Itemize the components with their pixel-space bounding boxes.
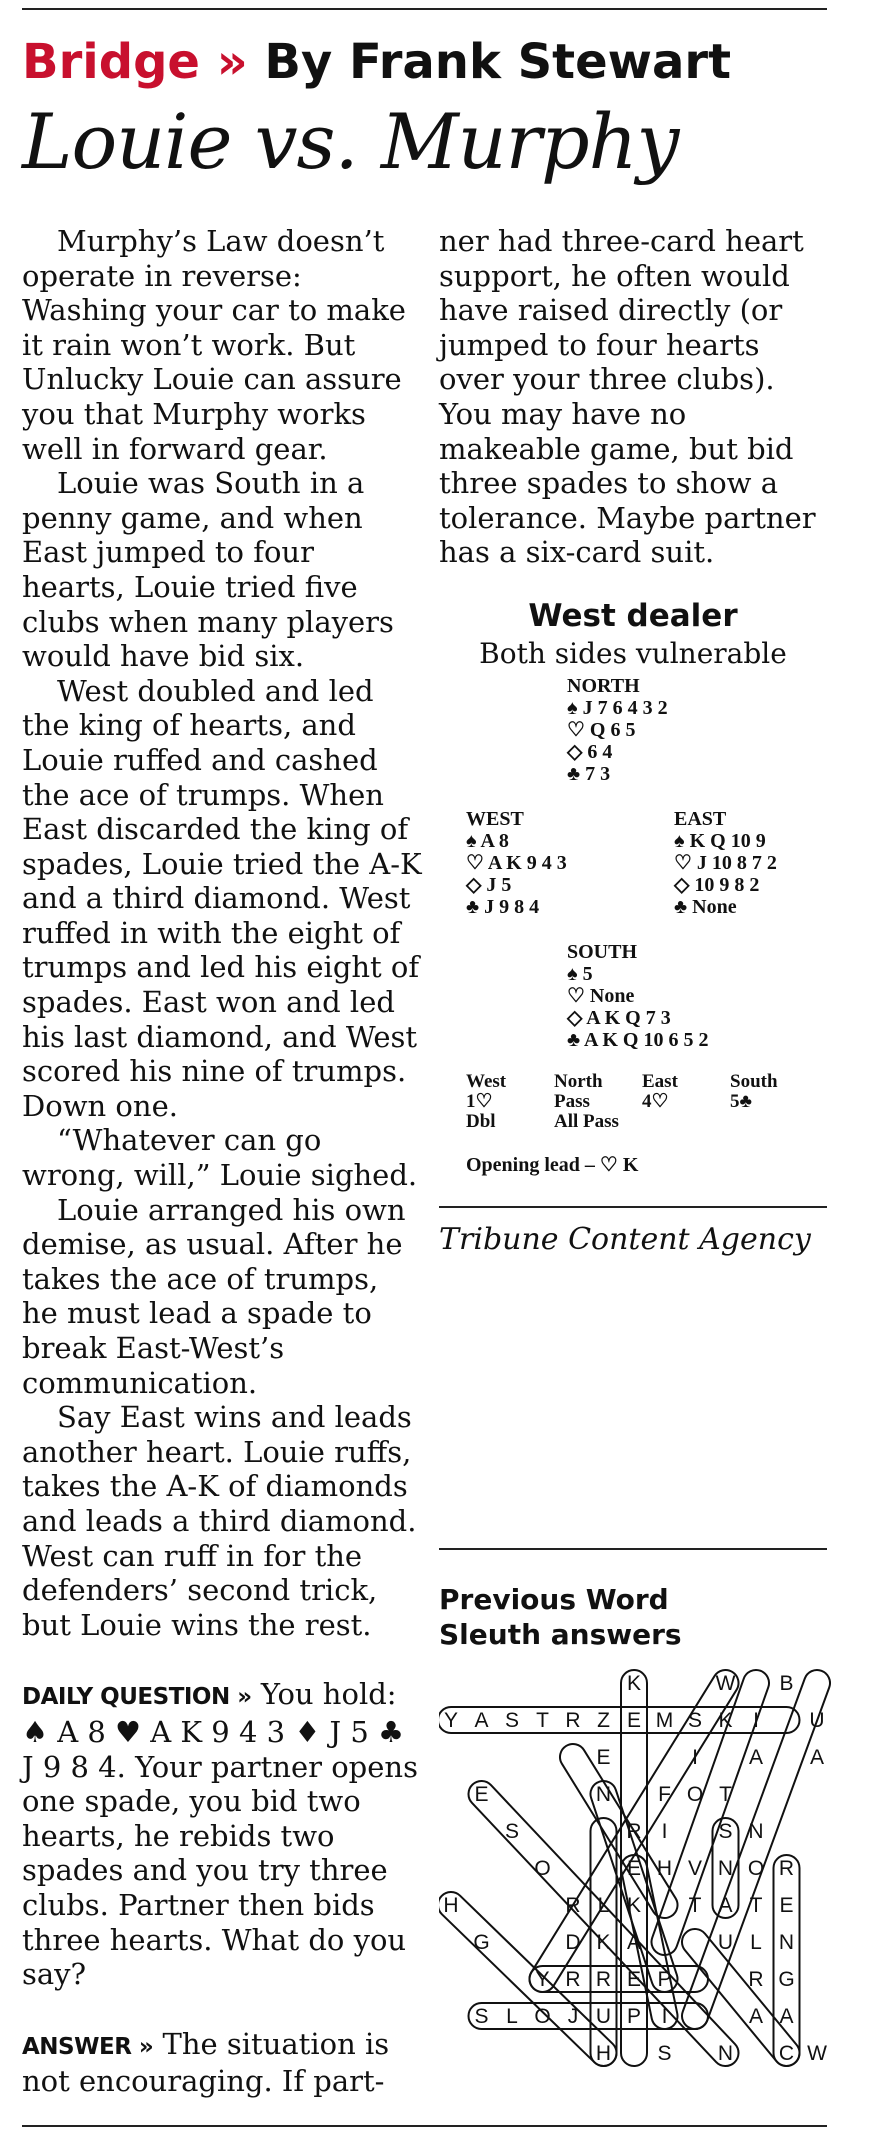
- headline: Louie vs. Murphy: [22, 97, 679, 186]
- answer-continued: ner had three-card heart support, he often would have raised directly (or jumped to four hearts over your three clubs). You may have no makeable game, but bid three spades to show a tolerance. Maybe partner has a six-card suit.: [439, 224, 816, 570]
- spades-holding: ♠ A 8: [466, 830, 509, 852]
- daily-question-label: DAILY QUESTION »: [22, 1684, 252, 1711]
- clubs-holding: ♣ None: [674, 896, 737, 918]
- grid-letter: G: [473, 1931, 490, 1954]
- grid-letter: M: [655, 1709, 674, 1732]
- grid-letter: R: [748, 1968, 764, 1991]
- grid-letter: Z: [597, 1709, 610, 1732]
- word-sleuth-title-line: Sleuth answers: [439, 1618, 682, 1651]
- auction-bid: All Pass: [554, 1111, 619, 1132]
- kicker: [22, 30, 827, 94]
- seat-name: EAST: [674, 808, 727, 830]
- diamonds-holding: ◇ A K Q 7 3: [567, 1007, 671, 1029]
- grid-letter: P: [657, 1968, 672, 1991]
- grid-letter: T: [536, 1709, 549, 1732]
- grid-letter: L: [597, 1894, 610, 1917]
- hearts-holding: ♡ None: [567, 985, 635, 1007]
- grid-letter: E: [779, 1894, 794, 1917]
- paragraph: Louie was South in a penny game, and when East jumped to four hearts, Louie tried five clubs when many players would have bid six.: [22, 466, 394, 674]
- grid-letter: E: [626, 1709, 642, 1732]
- answer-loop: [439, 1707, 800, 1733]
- grid-letter: V: [687, 1857, 703, 1880]
- grid-letter: K: [718, 1709, 733, 1732]
- diamonds-holding: ◇ 6 4: [567, 741, 613, 763]
- grid-letter: F: [658, 1783, 671, 1806]
- grid-letter: T: [688, 1894, 702, 1917]
- grid-letter: P: [626, 2005, 642, 2028]
- grid-letter: I: [661, 2005, 668, 2028]
- spades-holding: ♠ K Q 10 9: [674, 830, 766, 852]
- opening-lead: Opening lead – ♡ K: [466, 1154, 639, 1176]
- auction-bid: Pass: [554, 1091, 590, 1112]
- grid-letter: A: [718, 1894, 733, 1917]
- paragraph: “Whatever can go wrong, will,” Louie sighed.: [22, 1123, 418, 1193]
- grid-letter: T: [749, 1894, 763, 1917]
- grid-letter: O: [534, 1857, 551, 1880]
- paragraph: West doubled and led the king of hearts, and Louie ruffed and cashed the ace of trumps. When East discarded the king of spades, Louie tried the A-K and a third diamond. West ruffed in with the eight of trumps and led his eight of spades. East won and led his last diamond, and West scored his nine of trumps. Down one.: [22, 673, 422, 1123]
- grid-letter: A: [748, 2005, 764, 2028]
- grid-letter: S: [687, 1709, 703, 1732]
- grid-letter: L: [506, 2005, 518, 2028]
- paragraph: Murphy’s Law doesn’t operate in reverse: Washing your car to make it rain won’t work. But Unlucky Louie can assure you that Murphy works well in forward gear.: [22, 224, 406, 466]
- grid-letter: I: [661, 1820, 668, 1843]
- auction-bid: [642, 1112, 730, 1132]
- grid-letter: R: [565, 1968, 581, 1991]
- answer-text: The situation is not encouraging. If part-: [22, 2026, 390, 2099]
- grid-letter: S: [504, 1709, 520, 1732]
- grid-letter: R: [626, 1820, 642, 1843]
- south-hand: [567, 941, 708, 1051]
- section-label[interactable]: Bridge »: [22, 34, 248, 90]
- hearts-holding: ♡ A K 9 4 3: [466, 852, 567, 874]
- grid-letter: N: [717, 1857, 734, 1880]
- auction-header: South: [730, 1071, 778, 1092]
- clubs-holding: ♣ A K Q 10 6 5 2: [567, 1029, 709, 1051]
- grid-letter: S: [718, 1820, 733, 1843]
- daily-question: [22, 1677, 422, 1991]
- left-column: [22, 224, 422, 2099]
- grid-letter: E: [626, 1968, 642, 1991]
- grid-letter: N: [717, 2042, 734, 2065]
- grid-letter: A: [474, 1709, 489, 1732]
- grid-letter: E: [596, 1746, 611, 1769]
- grid-letter: U: [717, 1931, 734, 1954]
- diamonds-holding: ◇ J 5: [466, 874, 512, 896]
- grid-letter: H: [443, 1894, 459, 1917]
- clubs-holding: ♣ J 9 8 4: [466, 896, 540, 918]
- auction-header: East: [642, 1071, 678, 1092]
- spades-holding: ♠ J 7 6 4 3 2: [567, 697, 668, 719]
- grid-letter: S: [657, 2042, 672, 2065]
- credit-top-rule: [439, 1206, 827, 1208]
- grid-letter: B: [779, 1672, 794, 1695]
- grid-letter: U: [809, 1709, 825, 1732]
- grid-letter: A: [748, 1746, 764, 1769]
- grid-letter: E: [474, 1783, 489, 1806]
- grid-letter: O: [747, 1857, 765, 1880]
- auction-bid: Dbl: [466, 1111, 496, 1132]
- north-hand: [567, 675, 668, 785]
- deal-subtitle: Both sides vulnerable: [479, 636, 787, 670]
- auction-bid: 5♣: [730, 1091, 752, 1112]
- auction-table: [466, 1072, 818, 1132]
- right-column: [439, 224, 827, 672]
- grid-letter: A: [626, 1931, 642, 1954]
- auction-bid: [730, 1112, 818, 1132]
- top-rule: [22, 8, 827, 10]
- grid-letter: R: [565, 1709, 581, 1732]
- credit-bottom-rule: [439, 1548, 827, 1550]
- grid-letter: Y: [443, 1709, 459, 1732]
- grid-letter: R: [595, 1968, 612, 1991]
- spades-holding: ♠ 5: [567, 963, 593, 985]
- grid-letter: O: [534, 2005, 551, 2028]
- hearts-holding: ♡ J 10 8 7 2: [674, 852, 777, 874]
- answer: [22, 2027, 422, 2099]
- bottom-rule: [22, 2125, 827, 2127]
- auction-bid: 4♡: [642, 1091, 669, 1112]
- daily-question-text: You hold: ♠ A 8 ♥ A K 9 4 3 ♦ J 5 ♣ J 9 8 4. Your partner opens one spade, you bid two hearts, he rebids two spades and you try three clubs. Partner then bids three hearts. What do you say?: [22, 1677, 418, 1992]
- grid-letter: L: [750, 1931, 762, 1954]
- grid-letter: G: [778, 1968, 795, 1991]
- grid-letter: J: [567, 2005, 579, 2028]
- grid-letter: Y: [535, 1968, 550, 1991]
- byline: By Frank Stewart: [264, 34, 732, 90]
- hearts-holding: ♡ Q 6 5: [567, 719, 636, 741]
- word-sleuth-title: [439, 1582, 682, 1652]
- grid-letter: D: [565, 1931, 581, 1954]
- answer-loop: [774, 1855, 800, 2066]
- paragraph: Louie arranged his own demise, as usual. After he takes the ace of trumps, he must lead a spade to break East-West’s communication.: [22, 1192, 406, 1400]
- grid-letter: S: [474, 2005, 489, 2028]
- seat-name: NORTH: [567, 675, 640, 697]
- grid-letter: R: [565, 1894, 581, 1917]
- seat-name: WEST: [466, 808, 524, 830]
- auction-header: North: [554, 1071, 603, 1092]
- grid-letter: E: [626, 1857, 642, 1880]
- grid-letter: K: [626, 1894, 642, 1917]
- grid-letter: N: [778, 1931, 795, 1954]
- grid-letter: N: [748, 1820, 764, 1843]
- west-hand: [466, 808, 567, 918]
- article-header: [22, 30, 827, 188]
- grid-letter: K: [626, 1672, 642, 1695]
- grid-letter: W: [715, 1672, 736, 1695]
- deal-title: West dealer: [528, 597, 738, 634]
- paragraph: Say East wins and leads another heart. Louie ruffs, takes the A-K of diamonds and leads a third diamond. West can ruff in for the defenders’ second trick, but Louie wins the rest.: [22, 1400, 417, 1642]
- auction: [466, 1072, 818, 1132]
- grid-letter: H: [656, 1857, 673, 1880]
- grid-letter: U: [595, 2005, 612, 2028]
- grid-letter: A: [779, 2005, 794, 2028]
- answer-label: ANSWER »: [22, 2033, 154, 2060]
- word-sleuth-title-line: Previous Word: [439, 1583, 669, 1616]
- grid-letter: I: [753, 1709, 759, 1732]
- auction-header: West: [466, 1071, 507, 1092]
- grid-letter: A: [809, 1746, 825, 1769]
- auction-bid: 1♡: [466, 1091, 493, 1112]
- grid-letter: R: [778, 1857, 795, 1880]
- diamonds-holding: ◇ 10 9 8 2: [674, 874, 760, 896]
- east-hand: [674, 808, 777, 918]
- grid-letter: W: [807, 2042, 827, 2065]
- grid-letter: K: [596, 1931, 611, 1954]
- grid-letter: H: [595, 2042, 612, 2065]
- seat-name: SOUTH: [567, 941, 638, 963]
- clubs-holding: ♣ 7 3: [567, 763, 611, 785]
- grid-letter: O: [686, 1783, 704, 1806]
- grid-letter: N: [595, 1783, 612, 1806]
- credit: Tribune Content Agency: [439, 1222, 811, 1257]
- grid-letter: C: [778, 2042, 795, 2065]
- grid-letter: S: [504, 1820, 520, 1843]
- word-sleuth-grid: [439, 1665, 831, 2115]
- grid-letter: T: [719, 1783, 732, 1806]
- grid-letter: I: [692, 1746, 698, 1769]
